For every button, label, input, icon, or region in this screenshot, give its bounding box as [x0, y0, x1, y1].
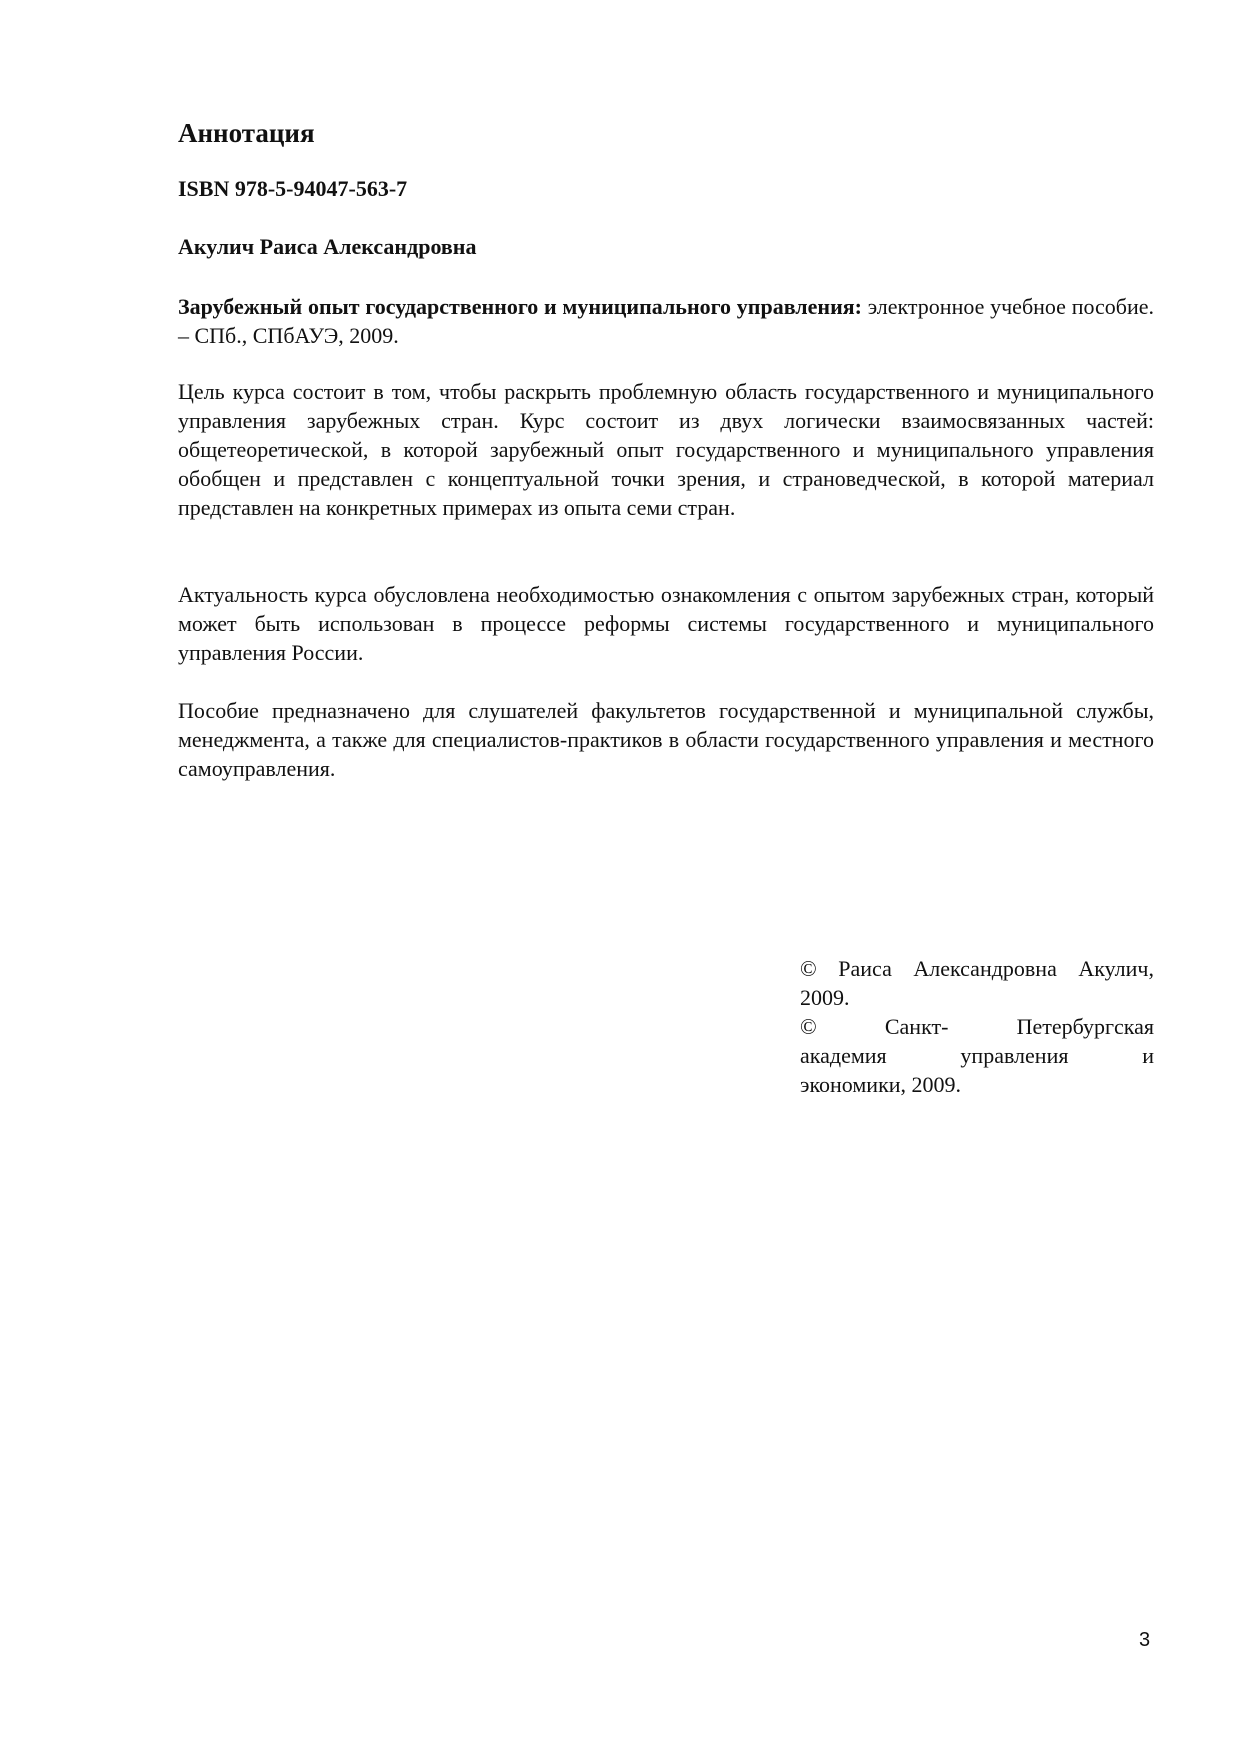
copyright-symbol: ©: [800, 1014, 817, 1039]
copyright-word: Санкт-: [884, 1014, 949, 1039]
book-title-paragraph: [178, 292, 1154, 350]
isbn-line: ISBN 978-5-94047-563-7: [178, 176, 408, 201]
course-goal-paragraph: Цель курса состоит в том, чтобы раскрыть проблемную область государственного и муниципального управления зарубежных стран. Курс состоит из двух логически взаимосвязанных частей: общетеоретической, в которой зарубежный опыт государственного и муниципального управления обобщен и представлен с концептуальной точки зрения, и страноведческой, в которой материал представлен на конкретных примерах из опыта семи стран.: [178, 379, 1154, 520]
copyright-word: и: [1142, 1043, 1154, 1068]
author-name: Акулич Раиса Александровна: [178, 234, 477, 259]
copyright-word: управления: [960, 1043, 1069, 1068]
course-relevance-paragraph: Актуальность курса обусловлена необходимостью ознакомления с опытом зарубежных стран, который может быть использован в процессе реформы системы государственного и муниципального управления России.: [178, 582, 1154, 665]
copyright-academy-line-1: [800, 1012, 1154, 1041]
annotation-heading: Аннотация: [178, 118, 315, 148]
book-title: Зарубежный опыт государственного и муниципального управления:: [178, 294, 862, 319]
copyright-academy: [800, 1012, 1154, 1099]
copyright-block: [800, 954, 1154, 1099]
audience-paragraph: Пособие предназначено для слушателей факультетов государственной и муниципальной службы, менеджмента, а также для специалистов-практиков в области государственного управления и местного самоуправления.: [178, 698, 1154, 781]
copyright-word: академия: [800, 1043, 887, 1068]
copyright-academy-line-2: [800, 1041, 1154, 1070]
copyright-author: © Раиса Александровна Акулич, 2009.: [800, 956, 1154, 1010]
copyright-word: Петербургская: [1016, 1014, 1154, 1039]
book-publication-info: электронное учебное пособие. – СПб., СПбАУЭ, 2009.: [178, 294, 1155, 348]
page-number: 3: [1139, 1629, 1151, 1651]
copyright-academy-line-3: экономики, 2009.: [800, 1072, 962, 1097]
